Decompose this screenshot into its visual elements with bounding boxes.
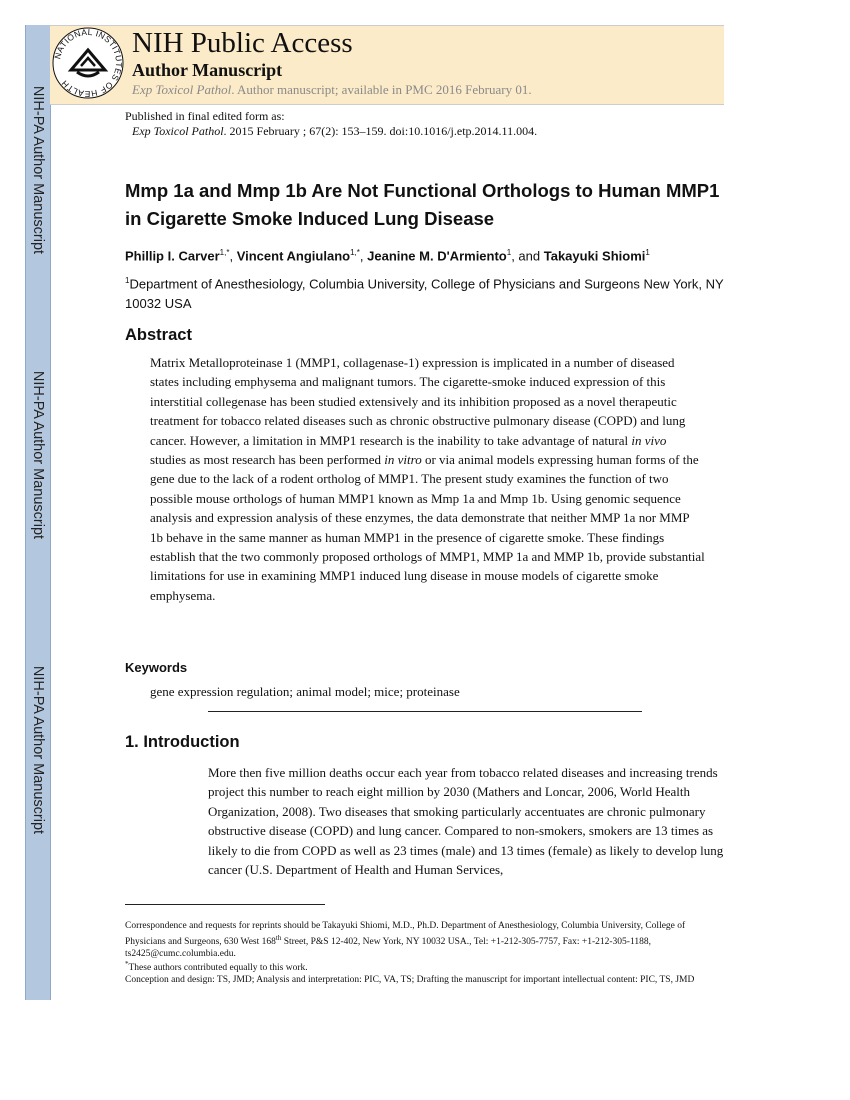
sidebar-label: NIH-PA Author Manuscript (30, 85, 46, 255)
author-affiliation-mark: 1 (645, 248, 650, 257)
citation (132, 124, 537, 139)
author-name: Phillip I. Carver (125, 248, 220, 264)
sidebar-label: NIH-PA Author Manuscript (30, 665, 46, 835)
abstract-text-part: Matrix Metalloproteinase 1 (MMP1, collagenase-1) expression is implicated in a number of diseased states including emphysema and malignant tumors. The cigarette-smoke induced expression of this interstitial collegenase has been studied extensively and its inhibition proposed as a novel therapeutic treatment for tobacco related diseases such as chronic obstructive pulmonary disease (COPD) and lung cancer. However, a limitation in MMP1 research is the inability to take advantage of natural (150, 355, 686, 448)
introduction-heading: 1. Introduction (125, 733, 240, 751)
published-intro: Published in final edited form as: (125, 109, 285, 123)
abstract-italic: in vitro (384, 452, 422, 468)
author-name: Jeanine M. D'Armiento (367, 248, 507, 264)
abstract-text-part: or via animal models expressing human forms of the gene due to the lack of a rodent ortholog of MMP1. The present study examines the function of two possible mouse orthologs of human MMP1 known as Mmp 1a and Mmp 1b. Using genomic sequence analysis and expression analysis of these enzymes, the data demonstrate that neither MMP 1a nor MMP 1b behave in the same manner as human MMP1 in the presence of cigarette smoke. These findings establish that the two commonly proposed orthologs of MMP1, MMP 1a and MMP 1b, provide substantial limitations for use in examining MMP1 induced lung disease in mouse models of cigarette smoke emphysema. (150, 452, 705, 603)
author-list (125, 248, 650, 263)
nih-public-access-title: NIH Public Access (132, 27, 353, 59)
footnote-equal-contribution (125, 958, 715, 974)
abstract-heading: Abstract (125, 326, 192, 344)
footnote-correspondence (125, 920, 715, 960)
citation-journal: Exp Toxicol Pathol (132, 124, 224, 138)
affiliation-text: Department of Anesthesiology, Columbia University, College of Physicians and Surgeons New York, NY 10032 USA (125, 276, 724, 312)
sidebar-label: NIH-PA Author Manuscript (30, 370, 46, 540)
author-separator: , (359, 248, 368, 264)
author-separator: , (229, 248, 237, 264)
footnote-text: Street, P&S 12-402, New York, NY 10032 USA., Tel: +1-212-305-7757, Fax: +1-212-305-1188, ts2425@cumc.columbia.edu. (125, 937, 651, 960)
author-affiliation-mark: 1,* (350, 248, 360, 257)
author-name: Takayuki Shiomi (543, 248, 646, 264)
abstract-italic: in vivo (631, 432, 667, 448)
author-manuscript-label: Author Manuscript (132, 60, 283, 80)
keywords-heading: Keywords (125, 660, 188, 675)
availability-line (132, 82, 532, 98)
citation-details: . 2015 February ; 67(2): 153–159. doi:10.1016/j.etp.2014.11.004. (223, 124, 538, 138)
introduction-text: More then five million deaths occur each year from tobacco related diseases and increasing trends project this number to reach eight million by 2030 (Mathers and Loncar, 2006, World Health Organization, 2008). Two diseases that smoking particularly accentuates are chronic pulmonary obstructive disease (COPD) and lung cancer. Compared to non-smokers, smokers are 13 times as likely to die from COPD as well as 23 times (male) and 13 times (female) as likely to develop lung cancer (U.S. Department of Health and Human Services, (208, 765, 724, 878)
keywords-text: gene expression regulation; animal model; mice; proteinase (150, 684, 460, 699)
affiliation (125, 271, 725, 314)
footnote-divider (125, 904, 325, 905)
footnote-superscript: th (275, 934, 282, 942)
availability-text: . Author manuscript; available in PMC 2016 February 01. (231, 82, 532, 97)
nih-pa-sidebar (25, 25, 51, 1000)
footnote-text: Correspondence and requests for reprints should be Takayuki Shiomi, M.D., Ph.D. Department of Anesthesiology, Columbia University, College of Physicians and Surgeons, 630 West 168 (125, 921, 686, 948)
article-title: Mmp 1a and Mmp 1b Are Not Functional Orthologs to Human MMP1 in Cigarette Smoke Induced Lung Disease (125, 180, 720, 229)
journal-name: Exp Toxicol Pathol (132, 82, 232, 97)
abstract-text (150, 353, 705, 605)
footnote-mark: * (125, 960, 129, 968)
nih-logo (51, 26, 125, 100)
affiliation-mark: 1 (125, 276, 130, 285)
abstract-text-part: studies as most research has been performed (150, 452, 385, 468)
author-affiliation-mark: 1,* (219, 248, 230, 257)
footnote-contributions: Conception and design: TS, JMD; Analysis and interpretation: PIC, VA, TS; Drafting the manuscript for important intellectual content: PIC, TS, JMD (125, 975, 695, 985)
logo-lettering: NATIONAL INSTITUTES OF HEALTH (52, 26, 125, 100)
footnote-text: These authors contributed equally to this work. (128, 963, 308, 974)
author-affiliation-mark: 1 (506, 248, 512, 257)
section-divider (208, 711, 642, 712)
author-separator: , and (511, 248, 544, 264)
author-name: Vincent Angiulano (236, 248, 351, 264)
